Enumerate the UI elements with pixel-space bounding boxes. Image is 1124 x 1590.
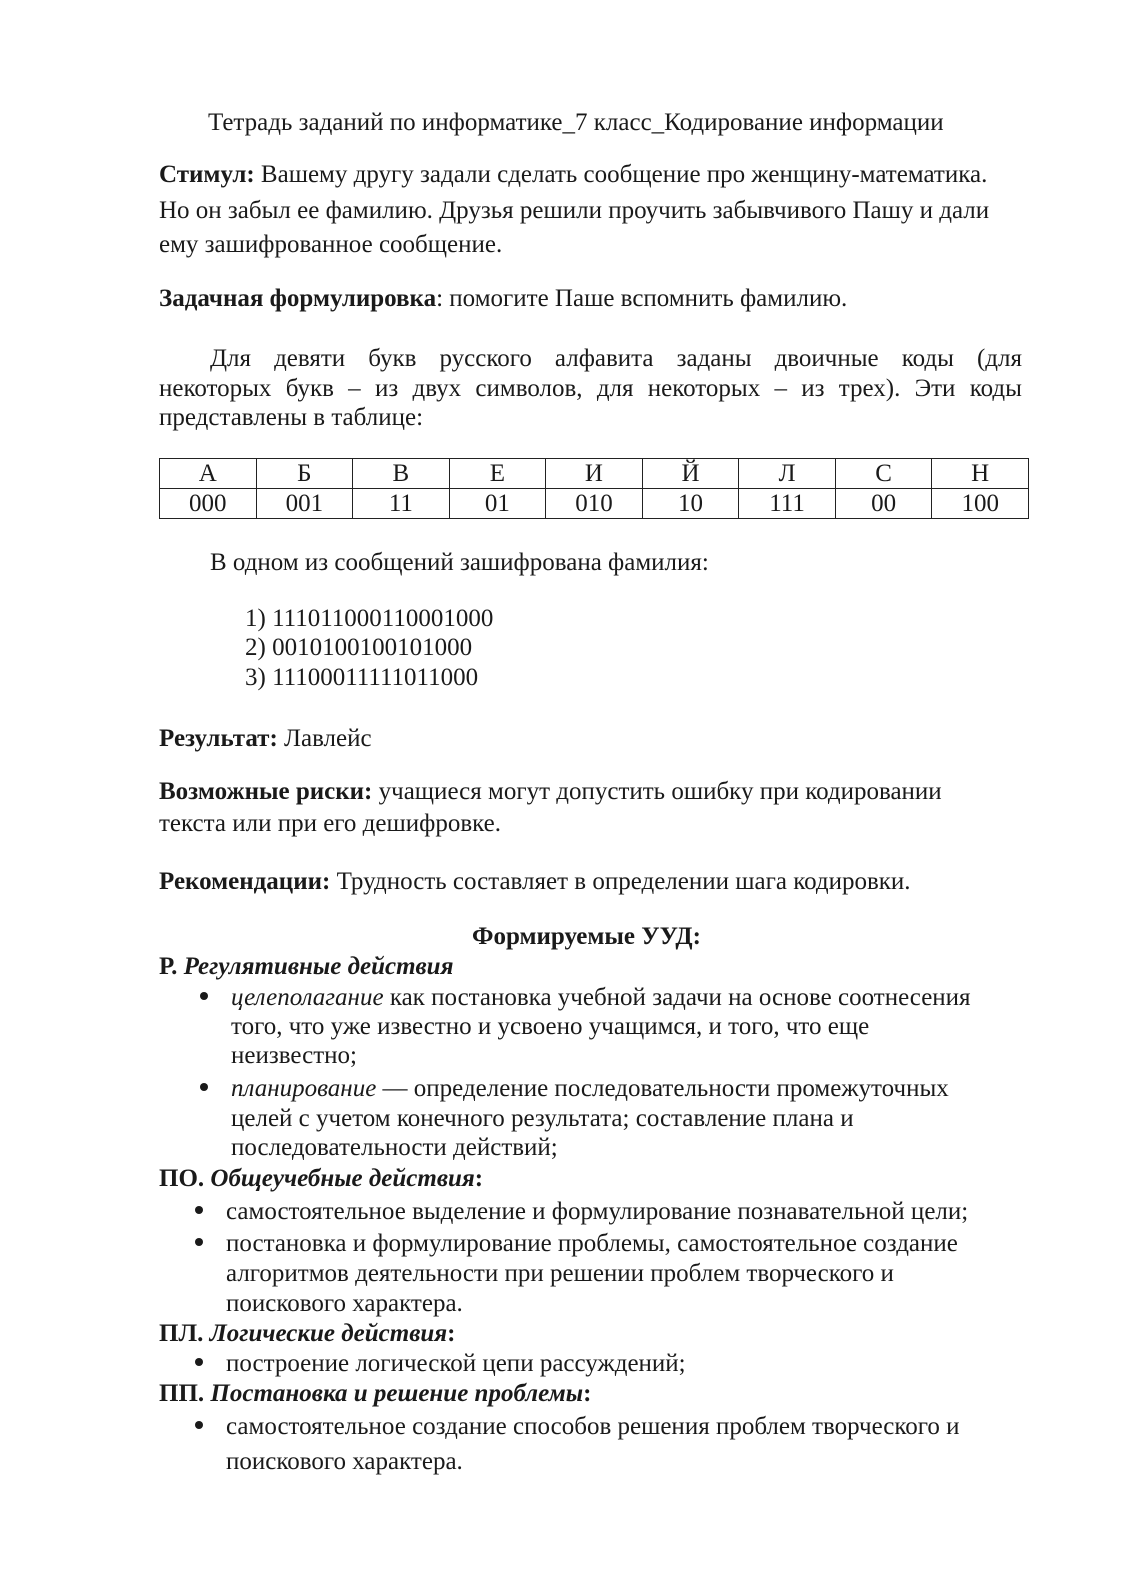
message-code-1: 111011000110001000 (272, 605, 494, 632)
risks-text-1: учащиеся могут допустить ошибку при кодировании (378, 778, 942, 805)
table-cell-code: 11 (353, 489, 450, 519)
task-text: : помогите Паше вспомнить фамилию. (436, 285, 848, 312)
intro-word: (для (976, 345, 1022, 372)
pp-heading: ПП. Постановка и решение проблемы: (159, 1380, 592, 1407)
intro-word: из (374, 375, 399, 402)
intro-line-2 (159, 376, 1022, 401)
intro-word: заданы (676, 345, 752, 372)
po-heading: ПО. Общеучебные действия: (159, 1165, 484, 1192)
r-bullet-2-line-3: последовательности действий; (231, 1134, 558, 1161)
stimulus-text-1: Вашему другу задали сделать сообщение про женщину-математика. (260, 161, 988, 188)
intro-word: из (801, 375, 825, 402)
bullet-icon (195, 1238, 203, 1246)
risks-label: Возможные риски: (159, 778, 373, 805)
intro-word: для (596, 375, 634, 402)
intro-word: символов, (475, 375, 583, 402)
table-cell-code: 010 (546, 489, 643, 519)
pp-title: Постановка и решение проблемы (210, 1380, 584, 1407)
intro-word: трех). (838, 375, 901, 402)
message-item-2: 2) 0010100100101000 (245, 634, 473, 661)
code-table (159, 458, 1029, 519)
table-cell-letter: Е (449, 459, 546, 489)
table-cell-code: 01 (449, 489, 546, 519)
r-term-planning: планирование (231, 1075, 377, 1102)
intro-word: букв (368, 345, 417, 372)
r-heading: Р. Регулятивные действия (159, 953, 454, 980)
intro-word: коды (901, 345, 954, 372)
risks-line-1 (159, 779, 942, 804)
intro-line-1 (210, 346, 1022, 371)
table-cell-letter: Б (256, 459, 353, 489)
stimulus-label: Стимул: (159, 161, 255, 188)
po-bullet-2-line-3: поискового характера. (226, 1290, 463, 1317)
intro-word: – (774, 375, 787, 402)
stimulus-line-1 (159, 162, 987, 187)
message-item-3: 3) 11100011111011000 (245, 664, 479, 691)
intro-word: алфавита (554, 345, 654, 372)
stimulus-line-2: Но он забыл ее фамилию. Друзья решили проучить забывчивого Пашу и дали (159, 197, 990, 224)
message-code-2: 0010100100101000 (272, 634, 473, 661)
intro-word: Для (210, 345, 252, 372)
table-cell-letter: Л (739, 459, 836, 489)
task-formulation (159, 286, 847, 311)
table-cell-code: 111 (739, 489, 836, 519)
r-bullet-1-line-1: целеполагание как постановка учебной задачи на основе соотнесения (231, 984, 971, 1011)
bullet-icon (200, 992, 208, 1000)
table-cell-letter: С (835, 459, 932, 489)
intro-word: некоторых (159, 375, 272, 402)
r-bullet-2-line-2: целей с учетом конечного результата; составление плана и (231, 1105, 854, 1132)
intro-word: – (348, 375, 361, 402)
bullet-icon (195, 1421, 203, 1429)
table-cell-letter: В (353, 459, 450, 489)
pl-bullet-1: построение логической цепи рассуждений; (226, 1350, 686, 1377)
bullet-icon (195, 1206, 203, 1214)
recommendations-text: Трудность составляет в определении шага кодировки. (336, 868, 911, 895)
bullet-icon (200, 1083, 208, 1091)
result (159, 726, 372, 751)
intro-word: некоторых (647, 375, 761, 402)
message-item-1: 1) 111011000110001000 (245, 605, 494, 632)
po-bullet-1: самостоятельное выделение и формулирование познавательной цели; (226, 1198, 969, 1225)
r-term-goal-setting: целеполагание (231, 984, 384, 1011)
table-cell-code: 100 (932, 489, 1029, 519)
recommendations (159, 869, 911, 894)
table-row-letters (160, 459, 1029, 489)
r-bullet-1-line-2: того, что уже известно и усвоено учащимся, и того, что еще (231, 1013, 870, 1040)
intro-word: букв (285, 375, 334, 402)
table-cell-letter: А (160, 459, 257, 489)
messages-intro: В одном из сообщений зашифрована фамилия: (210, 549, 709, 576)
r-bullet-2-line-1: планирование — определение последовательности промежуточных (231, 1075, 949, 1102)
pp-bullet-1-line-1: самостоятельное создание способов решения проблем творческого и (226, 1413, 960, 1440)
risks-line-2: текста или при его дешифровке. (159, 810, 502, 837)
table-row-codes (160, 489, 1029, 519)
intro-word: русского (439, 345, 532, 372)
intro-word: коды (969, 375, 1022, 402)
r-bullet-1-line-3: неизвестно; (231, 1042, 357, 1069)
intro-word: двух (412, 375, 462, 402)
pp-bullet-1-line-2: поискового характера. (226, 1448, 463, 1475)
stimulus-line-3: ему зашифрованное сообщение. (159, 231, 503, 258)
task-label: Задачная формулировка (159, 285, 437, 312)
table-cell-letter: И (546, 459, 643, 489)
intro-word: двоичные (774, 345, 879, 372)
table-cell-code: 000 (160, 489, 257, 519)
table-cell-letter: Й (642, 459, 739, 489)
r-title: Регулятивные действия (183, 953, 454, 980)
result-label: Результат: (159, 725, 278, 752)
intro-line-3: представлены в таблице: (159, 404, 424, 431)
po-title: Общеучебные действия (210, 1165, 475, 1192)
recommendations-label: Рекомендации: (159, 868, 331, 895)
po-bullet-2-line-2: алгоритмов деятельности при решении проблем творческого и (226, 1260, 894, 1287)
uud-title: Формируемые УУД: (472, 923, 701, 950)
intro-word: девяти (274, 345, 346, 372)
message-code-3: 11100011111011000 (272, 664, 479, 691)
page-title: Тетрадь заданий по информатике_7 класс_Кодирование информации (208, 109, 944, 136)
po-bullet-2-line-1: постановка и формулирование проблемы, самостоятельное создание (226, 1230, 958, 1257)
result-text: Лавлейс (284, 725, 372, 752)
bullet-icon (195, 1358, 203, 1366)
intro-word: Эти (914, 375, 956, 402)
pl-heading: ПЛ. Логические действия: (159, 1320, 456, 1347)
table-cell-code: 001 (256, 489, 353, 519)
table-cell-code: 10 (642, 489, 739, 519)
pl-title: Логические действия (209, 1320, 448, 1347)
table-cell-letter: Н (932, 459, 1029, 489)
table-cell-code: 00 (835, 489, 932, 519)
